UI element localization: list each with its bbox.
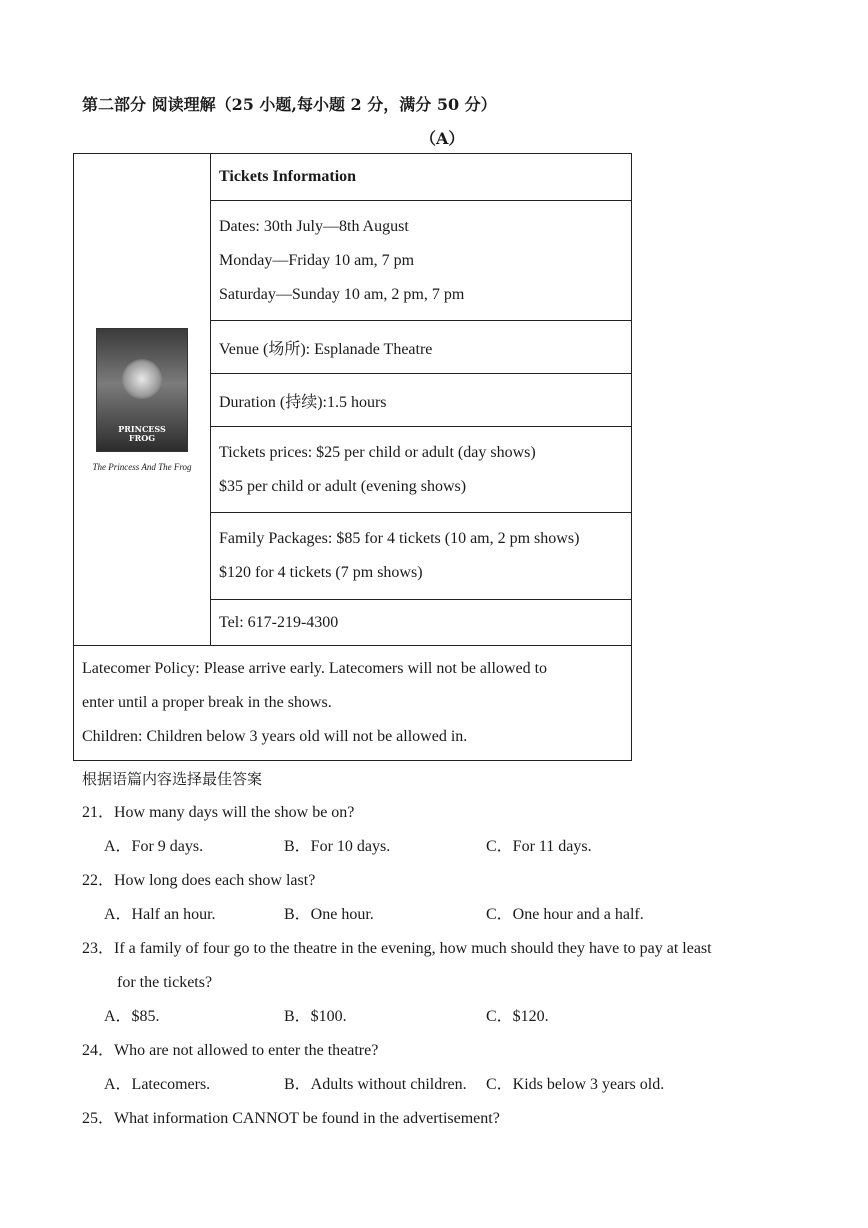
dates-line: Dates: 30th July—8th August: [219, 217, 409, 235]
section-heading: 第二部分 阅读理解（25 小题,每小题 2 分，满分 50 分）: [82, 95, 497, 114]
option-a[interactable]: A．Half an hour.: [104, 906, 216, 923]
day-price: Tickets prices: $25 per child or adult (day shows): [219, 443, 536, 461]
option-b[interactable]: B．One hour.: [284, 906, 374, 923]
tickets-info-table: [73, 153, 632, 761]
option-a[interactable]: A．Latecomers.: [104, 1076, 211, 1093]
instruction: 根据语篇内容选择最佳答案: [82, 770, 263, 788]
weekday-times: Monday—Friday 10 am, 7 pm: [219, 251, 415, 269]
options-23: [82, 1000, 802, 1034]
poster-logo-line1: PRINCESS: [118, 423, 166, 434]
question-25: 25．What information CANNOT be found in the advertisement?: [82, 1110, 500, 1127]
weekend-times: Saturday—Sunday 10 am, 2 pm, 7 pm: [219, 285, 465, 303]
tel-cell: Tel: 617-219-4300: [211, 600, 632, 646]
questions-section: [82, 762, 802, 1136]
option-a[interactable]: A．$85.: [104, 1008, 160, 1025]
table-header: Tickets Information: [211, 154, 632, 201]
option-b[interactable]: B．Adults without children.: [284, 1076, 467, 1093]
table-row: [74, 646, 632, 761]
poster-caption: The Princess And The Frog: [92, 461, 192, 472]
option-b[interactable]: B．$100.: [284, 1008, 347, 1025]
duration-cell: Duration (持续):1.5 hours: [211, 374, 632, 427]
options-24: [82, 1068, 802, 1102]
policy-cell: [74, 646, 632, 761]
latecomer-policy: Latecomer Policy: Please arrive early. Latecomers will not be allowed to: [82, 660, 548, 677]
question-23-cont: for the tickets?: [117, 974, 213, 991]
question-22: 22．How long does each show last?: [82, 872, 316, 889]
option-c[interactable]: C．One hour and a half.: [486, 906, 644, 923]
family-package-evening: $120 for 4 tickets (7 pm shows): [219, 564, 423, 581]
option-c[interactable]: C．$120.: [486, 1008, 549, 1025]
evening-price: $35 per child or adult (evening shows): [219, 477, 467, 495]
option-c[interactable]: C．Kids below 3 years old.: [486, 1076, 665, 1093]
prices-cell: [211, 427, 632, 513]
family-package-day: Family Packages: $85 for 4 tickets (10 am, 2 pm shows): [219, 530, 580, 547]
options-21: [82, 830, 802, 864]
venue-cell: Venue (场所): Esplanade Theatre: [211, 321, 632, 374]
poster-logo-line2: FROG: [128, 432, 156, 443]
dates-cell: [211, 201, 632, 321]
option-a[interactable]: A．For 9 days.: [104, 838, 204, 855]
option-b[interactable]: B．For 10 days.: [284, 838, 391, 855]
poster-glow: [122, 359, 162, 399]
question-24: 24．Who are not allowed to enter the theatre?: [82, 1042, 379, 1059]
options-22: [82, 898, 802, 932]
poster-cell: [74, 154, 211, 646]
option-c[interactable]: C．For 11 days.: [486, 838, 592, 855]
latecomer-policy-cont: enter until a proper break in the shows.: [82, 694, 332, 711]
children-policy: Children: Children below 3 years old will not be allowed in.: [82, 728, 468, 745]
movie-poster-image: [96, 328, 188, 452]
passage-label: （A）: [420, 129, 465, 148]
family-cell: [211, 513, 632, 600]
question-23: 23．If a family of four go to the theatre in the evening, how much should they have to pay at least: [82, 940, 712, 957]
table-row: [74, 154, 632, 201]
question-21: 21．How many days will the show be on?: [82, 804, 355, 821]
poster-logo: [97, 425, 187, 443]
